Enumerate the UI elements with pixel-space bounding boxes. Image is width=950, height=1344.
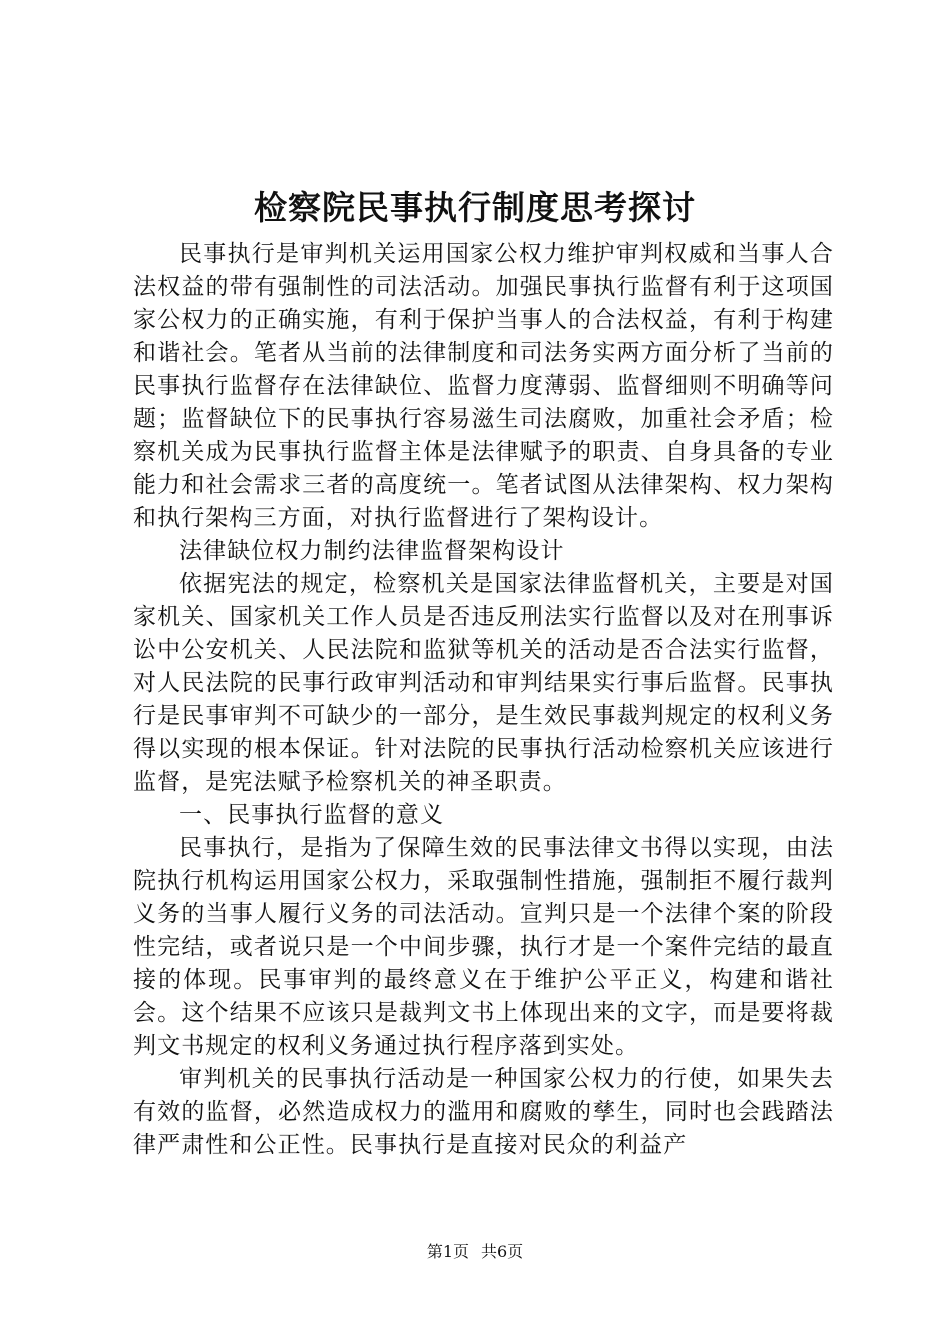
page-title: 检察院民事执行制度思考探讨 — [254, 188, 696, 227]
section-heading-significance: 一、民事执行监督的意义 — [179, 802, 445, 828]
paragraph-definition: 民事执行，是指为了保障生效的民事法律文书得以实现，由法院执行机构运用国家公权力，采取强制性措施，强制拒不履行裁判义务的当事人履行义务的司法活动。宣判只是一个法律个案的阶段性完结，或者说只是一个中间步骤，执行才是一个案件完结的最直接的体现。民事审判的最终意义在于维护公平正义，构建和谐社会。这个结果不应该只是裁判文书上体现出来的文字，而是要将裁判文书规定的权利义务通过执行程序落到实处。 — [133, 835, 834, 1059]
paragraph-intro: 依据宪法的规定，检察机关是国家法律监督机关，主要是对国家机关、国家机关工作人员是否违反刑法实行监督以及对在刑事诉讼中公安机关、人民法院和监狱等机关的活动是否合法实行监督，对人民法院的民事行政审判活动和审判结果实行事后监督。民事执行是民事审判不可缺少的一部分，是生效民事裁判规定的权利义务得以实现的根本保证。针对法院的民事执行活动检察机关应该进行监督，是宪法赋予检察机关的神圣职责。 — [133, 571, 834, 795]
section-heading-keywords: 法律缺位权力制约法律监督架构设计 — [179, 538, 565, 564]
paragraph-abstract: 民事执行是审判机关运用国家公权力维护审判权威和当事人合法权益的带有强制性的司法活动。加强民事执行监督有利于这项国家公权力的正确实施，有利于保护当事人的合法权益，有利于构建和谐社会。笔者从当前的法律制度和司法务实两方面分析了当前的民事执行监督存在法律缺位、监督力度薄弱、监督细则不明确等问题；监督缺位下的民事执行容易滋生司法腐败，加重社会矛盾；检察机关成为民事执行监督主体是法律赋予的职责、自身具备的专业能力和社会需求三者的高度统一。笔者试图从法律架构、权力架构和执行架构三方面，对执行监督进行了架构设计。 — [133, 241, 834, 531]
page-total: 共6页 — [481, 1242, 524, 1261]
document-body — [133, 238, 834, 1162]
page-footer — [0, 1241, 950, 1263]
page-number: 第1页 — [426, 1242, 469, 1261]
paragraph-supervision: 审判机关的民事执行活动是一种国家公权力的行使，如果失去有效的监督，必然造成权力的滥用和腐败的孳生，同时也会践踏法律严肃性和公正性。民事执行是直接对民众的利益产 — [133, 1066, 834, 1158]
